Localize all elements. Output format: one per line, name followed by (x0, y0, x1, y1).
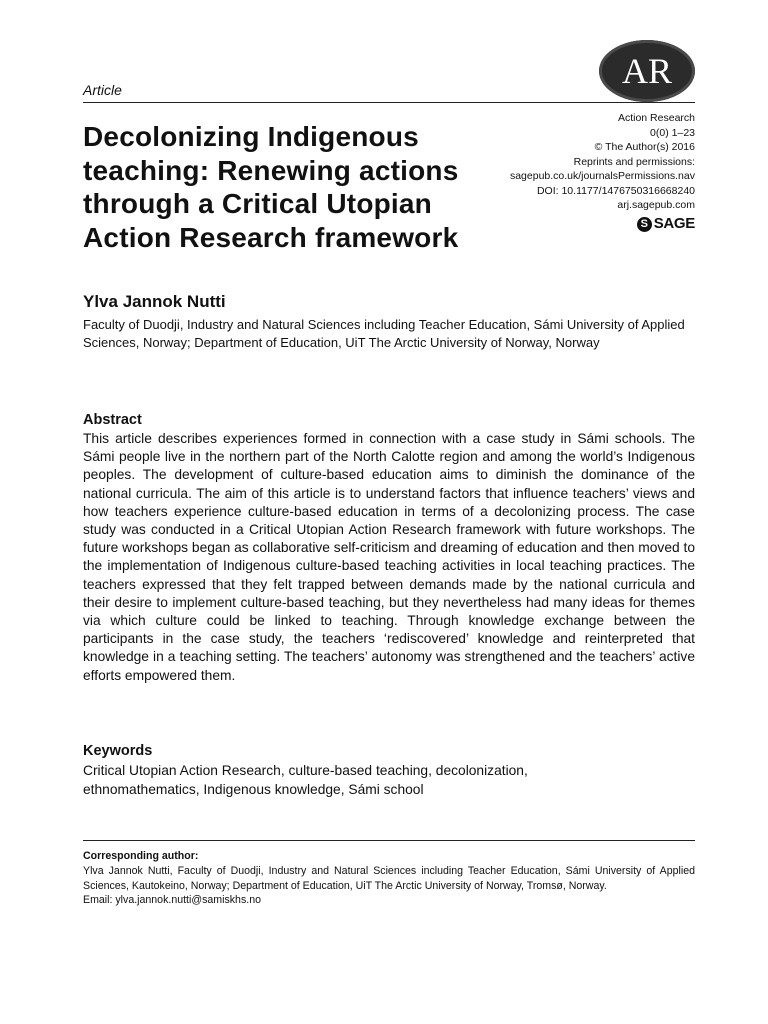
publisher-logo (637, 214, 695, 232)
corresponding-author (83, 849, 695, 908)
journal-site-link[interactable]: arj.sagepub.com (617, 199, 695, 211)
footnote-divider (83, 840, 695, 841)
permissions-link[interactable]: sagepub.co.uk/journalsPermissions.nav (509, 170, 695, 182)
doi[interactable]: DOI: 10.1177/1476750316668240 (536, 184, 695, 197)
journal-logo-text: AR (621, 51, 672, 91)
journal-issue: 0(0) 1–23 (650, 126, 695, 139)
journal-name: Action Research (617, 112, 695, 124)
reprints-label: Reprints and permissions: (573, 155, 695, 168)
journal-logo (599, 40, 695, 102)
keywords-text: Critical Utopian Action Research, culture-based teaching, decolonization, ethnomathematics, Indigenous knowledge, Sámi school (83, 763, 528, 797)
header-divider (83, 102, 695, 103)
author-name: Ylva Jannok Nutti (83, 292, 226, 311)
author-affiliation: Faculty of Duodji, Industry and Natural Sciences including Teacher Education, Sámi University of Applied Sciences, Norway; Department of Education, UiT The Arctic University of Norway, Norway (83, 317, 685, 350)
article-title: Decolonizing Indigenous teaching: Renewing actions through a Critical Utopian Action Research framework (83, 121, 459, 253)
section-label: Article (83, 82, 122, 98)
journal-meta (435, 111, 695, 232)
corresponding-email[interactable]: Email: ylva.jannok.nutti@samiskhs.no (83, 894, 261, 907)
keywords-heading: Keywords (83, 743, 153, 759)
abstract-text: This article describes experiences formed in connection with a case study in Sámi schools. The Sámi people live in the northern part of the North Calotte region and among the world’s Indigenous peoples. The development of culture-based education aims to diminish the dominance of the national curricula. The aim of this article is to understand factors that influence teachers’ views and how teachers experience culture-based education in terms of a decolonizing process. The case study was conducted in a Critical Utopian Action Research framework with future workshops. The future workshops began as collaborative self-criticism and dreaming of education and then moved to the implementation of Indigenous culture-based teaching activities in local teaching practices. The teachers expressed that they felt trapped between demands made by the national curricula and their desire to implement culture-based teaching, but they nevertheless had many ideas for themes via which culture could be linked to teaching. Through knowledge exchange between the participants in the case study, the teachers ‘rediscovered’ knowledge and reinterpreted that knowledge in a teaching setting. The teachers’ autonomy was strengthened and the teachers’ active efforts empowered them. (83, 431, 696, 683)
corresponding-heading: Corresponding author: (83, 850, 199, 862)
sage-icon: S (637, 217, 652, 232)
corresponding-text: Ylva Jannok Nutti, Faculty of Duodji, Industry and Natural Sciences including Teacher Education, Sámi University of Applied Sciences, Kautokeino, Norway; Department of Education, UiT The Arctic University of Norway, Tromsø, Norway. (83, 864, 695, 892)
abstract-heading: Abstract (83, 412, 142, 428)
publisher-name: SAGE (653, 214, 695, 232)
copyright: © The Author(s) 2016 (594, 141, 695, 153)
